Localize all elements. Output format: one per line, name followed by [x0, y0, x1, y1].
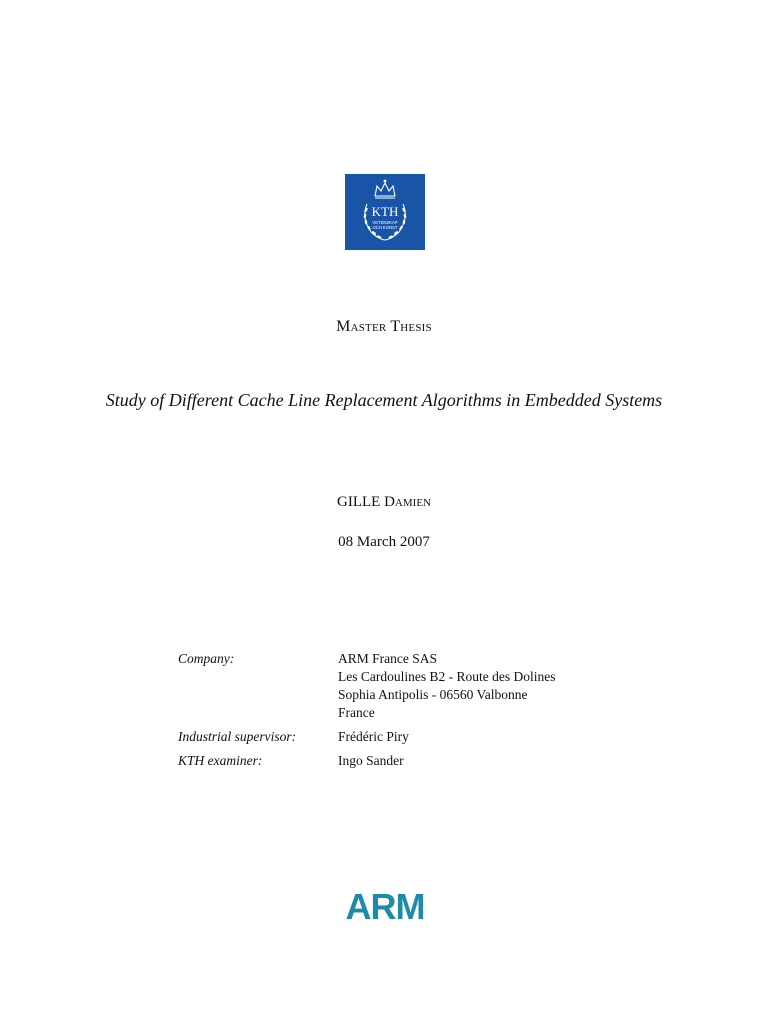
company-address: [338, 650, 555, 722]
company-line: France: [338, 705, 375, 720]
author-name: [0, 494, 768, 511]
kth-motto-line1: VETENSKAP: [372, 220, 398, 225]
thesis-details: [178, 650, 555, 776]
company-line: ARM France SAS: [338, 651, 438, 666]
company-line: Sophia Antipolis - 06560 Valbonne: [338, 687, 528, 702]
examiner-label: KTH examiner:: [178, 753, 263, 768]
arm-logo-mark: [333, 884, 437, 928]
kth-logo: [345, 174, 425, 250]
thesis-title: Study of Different Cache Line Replacement Algorithms in Embedded Systems: [105, 390, 663, 410]
author-given-name: Damien: [384, 494, 431, 510]
kth-logo-text: KTH: [371, 204, 399, 219]
arm-logo: [333, 884, 437, 928]
examiner-row: [178, 752, 555, 770]
supervisor-value: Frédéric Piry: [338, 729, 409, 744]
thesis-date: 08 March 2007: [338, 534, 430, 550]
supervisor-label: Industrial supervisor:: [178, 729, 297, 744]
examiner-value: Ingo Sander: [338, 753, 404, 768]
thesis-heading: Master Thesis: [336, 318, 432, 335]
company-line: Les Cardoulines B2 - Route des Dolines: [338, 669, 556, 684]
arm-logo-text: ARM: [345, 886, 425, 927]
kth-motto-line2: OCH KONST: [372, 225, 398, 230]
company-label: Company:: [178, 651, 235, 666]
supervisor-row: [178, 728, 555, 746]
kth-seal-icon: [345, 174, 425, 250]
author-family-name: GILLE: [337, 494, 381, 510]
company-row: [178, 650, 555, 722]
